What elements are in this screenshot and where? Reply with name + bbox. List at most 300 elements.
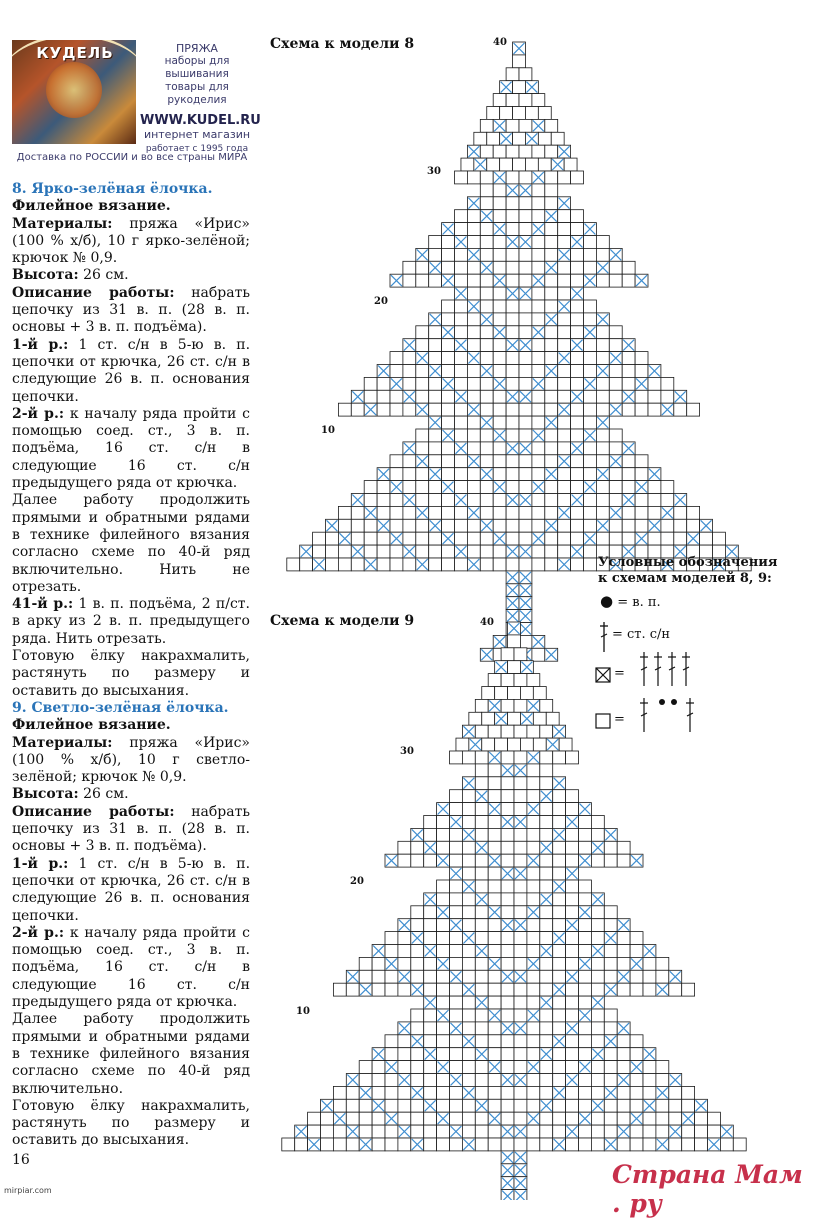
chart9-cell: [540, 725, 553, 738]
chart9-cell: [630, 1138, 643, 1151]
chart9-cell: [579, 880, 592, 893]
chart9-cell: [540, 932, 553, 945]
chart9-cell: [566, 828, 579, 841]
chart9-cell: [566, 932, 579, 945]
chart9-cell: [566, 893, 579, 906]
chart9-cell: [566, 1048, 579, 1061]
chart9-cell: [424, 1035, 437, 1048]
chart9-cell: [540, 1112, 553, 1125]
chart9-cell: [501, 803, 514, 816]
chart9-cell: [475, 854, 488, 867]
chart9-cell: [617, 854, 630, 867]
chart9-cell: [488, 790, 501, 803]
chart9-cell: [540, 1125, 553, 1138]
chart9-cell: [527, 1022, 540, 1035]
chart9-cell: [398, 1061, 411, 1074]
chart9-cell: [579, 828, 592, 841]
chart9-cell: [398, 1086, 411, 1099]
chart9-cell: [462, 957, 475, 970]
chart9-cell: [540, 919, 553, 932]
chart9-cell: [501, 1086, 514, 1099]
chart9-cell: [514, 932, 527, 945]
chart9-cell: [495, 738, 508, 751]
chart9-cell: [669, 1112, 682, 1125]
chart9-cell: [411, 1009, 424, 1022]
chart9-cell: [450, 1009, 463, 1022]
chart9-cell: [501, 699, 514, 712]
chart9-cell: [424, 1022, 437, 1035]
chart9-cell: [617, 1086, 630, 1099]
model9-desc-label: Описание работы:: [12, 803, 175, 820]
chart9-cell: [682, 983, 695, 996]
chart9-cell: [527, 867, 540, 880]
chart9-cell: [643, 1061, 656, 1074]
chart9-cell: [617, 1138, 630, 1151]
chart9-cell: [411, 919, 424, 932]
chart9-cell: [424, 1061, 437, 1074]
chart9-cell: [333, 1138, 346, 1151]
chart9-cell: [488, 1099, 501, 1112]
chart9-cell: [591, 1112, 604, 1125]
chart9-cell: [604, 1074, 617, 1087]
legend-filled-equals: =: [614, 666, 625, 681]
chart9-cell: [553, 1099, 566, 1112]
chart9-cell: [527, 790, 540, 803]
chart9-cell: [501, 1009, 514, 1022]
chart9-cell: [527, 970, 540, 983]
chart9-cell: [514, 1009, 527, 1022]
chart9-cell: [520, 738, 533, 751]
chart9-cell: [682, 1138, 695, 1151]
chart9-cell: [346, 1086, 359, 1099]
chart9-cell: [540, 906, 553, 919]
chart9-cell: [508, 687, 521, 700]
chart9-cell: [514, 1035, 527, 1048]
chart9-cell: [553, 854, 566, 867]
chart9-cell: [527, 880, 540, 893]
chart9-cell: [462, 803, 475, 816]
chart9-cell: [591, 816, 604, 829]
chart9-cell: [566, 1099, 579, 1112]
chart9-cell: [566, 751, 579, 764]
chart9-cell: [475, 1061, 488, 1074]
chart9-cell: [508, 661, 521, 674]
chart9-cell: [617, 957, 630, 970]
chart9-cell: [437, 1138, 450, 1151]
chart9-row-30: 30: [400, 746, 414, 757]
chart9-cell: [527, 893, 540, 906]
chart9-cell: [501, 932, 514, 945]
chart9-cell: [411, 854, 424, 867]
chart9-cell: [527, 777, 540, 790]
ad-line2: наборы для вышивания: [164, 55, 230, 80]
chart9-cell: [643, 983, 656, 996]
chart9-cell: [424, 919, 437, 932]
chart9-cell: [527, 1048, 540, 1061]
chart9-cell: [385, 1125, 398, 1138]
chart9-cell: [346, 1112, 359, 1125]
chart9-cell: [437, 996, 450, 1009]
chain-dot-icon: ●: [600, 592, 614, 610]
chart9-cell: [514, 1099, 527, 1112]
chart9-cell: [411, 1061, 424, 1074]
chart9-cell: [385, 1138, 398, 1151]
model8-materials: пряжа «Ирис» (100 % х/б), 10 г ярко-зелёной; крючок № 0,9.: [12, 215, 251, 267]
chart9-cell: [469, 712, 482, 725]
chart9-cell: [604, 906, 617, 919]
chart9-cell: [566, 906, 579, 919]
model8-continue: Далее работу продолжить прямыми и обратными рядами в технике филейного вязания согласно схеме по 40-й ряд включительно. Нить не отрезать.: [12, 492, 250, 595]
chart9-cell: [488, 932, 501, 945]
chart9-cell: [591, 828, 604, 841]
chart9-cell: [669, 1138, 682, 1151]
chart9-cell: [424, 1112, 437, 1125]
chart9-cell: [540, 803, 553, 816]
chart9-cell: [321, 1138, 334, 1151]
chart9-cell: [450, 841, 463, 854]
chart9-cell: [437, 1099, 450, 1112]
chart9-cell: [411, 957, 424, 970]
chart9-cell: [514, 1048, 527, 1061]
chart9-cell: [514, 674, 527, 687]
chart9-cell: [437, 1035, 450, 1048]
chart9-cell: [540, 1074, 553, 1087]
chart9-cell: [450, 1048, 463, 1061]
chart9-cell: [359, 957, 372, 970]
chart9-cell: [591, 970, 604, 983]
chart9-cell: [411, 1074, 424, 1087]
legend-open-cell: [594, 694, 704, 734]
chart9-cell: [669, 983, 682, 996]
legend-filled-cell: [594, 648, 704, 688]
chart9-cell: [695, 1112, 708, 1125]
chart9-cell: [553, 816, 566, 829]
chart9-cell: [591, 906, 604, 919]
chart9-cell: [617, 1112, 630, 1125]
chart9-cell: [385, 1099, 398, 1112]
chart8-title: Схема к модели 8: [270, 36, 415, 52]
chart9-cell: [553, 906, 566, 919]
chart9-cell: [630, 1074, 643, 1087]
chart9-cell: [462, 816, 475, 829]
model8-height: 26 см.: [83, 267, 129, 284]
chart9-cell: [359, 1125, 372, 1138]
chart9-cell: [372, 957, 385, 970]
chart9-cell: [385, 1086, 398, 1099]
model9-height-label: Высота:: [12, 786, 79, 803]
chart9-cell: [450, 1138, 463, 1151]
chart9-cell: [501, 790, 514, 803]
chart9-cell: [424, 1125, 437, 1138]
chart9-cell: [695, 1125, 708, 1138]
chart9-cell: [579, 945, 592, 958]
chart9-cell: [450, 1099, 463, 1112]
chart9-cell: [398, 945, 411, 958]
chart9-cell: [501, 1099, 514, 1112]
chart9-cell: [488, 970, 501, 983]
chart9-cell: [630, 970, 643, 983]
chart9-cell: [450, 1086, 463, 1099]
chart9-cell: [579, 919, 592, 932]
chart9-cell: [604, 1022, 617, 1035]
chart9-cell: [533, 738, 546, 751]
chart9-cell: [437, 828, 450, 841]
chart9-cell: [501, 777, 514, 790]
chart9-cell: [398, 1099, 411, 1112]
chart9-cell: [579, 1086, 592, 1099]
chart9-cell: [540, 970, 553, 983]
chart9-cell: [475, 1086, 488, 1099]
legend-title-line1: Условные обозначения: [598, 555, 778, 570]
chart9-cell: [437, 1074, 450, 1087]
chart9-cell: [540, 699, 553, 712]
chart9-cell: [488, 1125, 501, 1138]
chart9-cell: [462, 1074, 475, 1087]
chart9-cell: [566, 1112, 579, 1125]
chart9-cell: [514, 841, 527, 854]
chart9-cell: [501, 945, 514, 958]
chart9-cell: [508, 712, 521, 725]
watermark: Страна Мам . ру: [612, 1160, 803, 1218]
chart9-cell: [579, 1125, 592, 1138]
chart9-cell: [514, 803, 527, 816]
chart9-cell: [475, 699, 488, 712]
chart9-cell: [682, 1125, 695, 1138]
chart9-cell: [424, 906, 437, 919]
chart9-cell: [527, 919, 540, 932]
chart9-cell: [462, 1099, 475, 1112]
ad-brand-logo: КУДЕЛЬ: [36, 44, 114, 62]
chart9-cell: [591, 983, 604, 996]
chart9-cell: [437, 893, 450, 906]
chart9-cell: [630, 1125, 643, 1138]
chart9-cell: [475, 867, 488, 880]
chart9-cell: [617, 1099, 630, 1112]
chart9-cell: [450, 996, 463, 1009]
chart9-cell: [475, 803, 488, 816]
chart9-cell: [540, 751, 553, 764]
chart9-cell: [540, 777, 553, 790]
chart9-cell: [475, 1009, 488, 1022]
chart9-cell: [346, 1099, 359, 1112]
model8-desc: набрать цепочку из 31 в. п. (28 в. п. основы + 3 в. п. подъёма).: [12, 284, 250, 336]
chart9-cell: [630, 983, 643, 996]
chart9-cell: [514, 906, 527, 919]
chart9-cell: [398, 1048, 411, 1061]
model9-row2-label: 2-й р.:: [12, 924, 65, 941]
chart9-cell: [553, 1125, 566, 1138]
chart9-cell: [437, 983, 450, 996]
chart9-cell: [540, 1138, 553, 1151]
chart9-cell: [372, 1074, 385, 1087]
chart9-cell: [385, 1048, 398, 1061]
chart9-cell: [437, 1048, 450, 1061]
chart9-cell: [527, 945, 540, 958]
chart9-cell: [669, 1099, 682, 1112]
chart9-title: Схема к модели 9: [270, 613, 415, 629]
chart9-cell: [604, 919, 617, 932]
chart9-cell: [450, 1035, 463, 1048]
chart9-cell: [398, 841, 411, 854]
model9-technique: Филейное вязание.: [12, 717, 171, 734]
chart9-cell: [488, 880, 501, 893]
chart9-cell: [566, 1138, 579, 1151]
chart9-cell: [501, 906, 514, 919]
chart9-cell: [411, 1099, 424, 1112]
page-number: 16: [12, 1152, 30, 1168]
chart9-cell: [617, 945, 630, 958]
chart9-cell: [514, 751, 527, 764]
chart9-cell: [488, 777, 501, 790]
chart9-cell: [411, 841, 424, 854]
chart9-cell: [540, 1035, 553, 1048]
chart9-cell: [527, 1086, 540, 1099]
chart9-cell: [488, 1086, 501, 1099]
chart9-cell: [488, 893, 501, 906]
chart9-cell: [553, 790, 566, 803]
chart9-cell: [617, 1035, 630, 1048]
chart9-cell: [566, 880, 579, 893]
chart9-cell: [591, 919, 604, 932]
chart9-cell: [462, 1009, 475, 1022]
chart9-cell: [604, 1009, 617, 1022]
chart9-cell: [566, 983, 579, 996]
chart9-cell: [514, 1061, 527, 1074]
chart9-row-40: 40: [480, 617, 494, 628]
chart9-cell: [488, 983, 501, 996]
chart9-cell: [501, 674, 514, 687]
chart9-cell: [604, 1125, 617, 1138]
model8-title: 8. Ярко-зелёная ёлочка.: [12, 181, 213, 197]
chart9-cell: [604, 970, 617, 983]
chart9-cell: [475, 932, 488, 945]
chart9-cell: [540, 1061, 553, 1074]
chart9-cell: [553, 841, 566, 854]
chart9-cell: [617, 1061, 630, 1074]
chart9-cell: [591, 1074, 604, 1087]
chart9-cell: [437, 841, 450, 854]
chart9-cell: [488, 816, 501, 829]
chart9-cell: [630, 932, 643, 945]
chart9-cell: [533, 712, 546, 725]
chart9-cell: [540, 867, 553, 880]
chart9-cell: [604, 841, 617, 854]
chart9-cell: [385, 970, 398, 983]
chart9-cell: [501, 957, 514, 970]
chart9-cell: [398, 854, 411, 867]
chart9-cell: [321, 1112, 334, 1125]
chart9-row-20: 20: [350, 876, 364, 887]
chart9-cell: [372, 970, 385, 983]
model9-desc: набрать цепочку из 31 в. п. (28 в. п. основы + 3 в. п. подъёма).: [12, 803, 250, 855]
chart9-cell: [630, 1099, 643, 1112]
chart9-cell: [385, 1074, 398, 1087]
chart9-cell: [501, 841, 514, 854]
chart9-cell: [450, 932, 463, 945]
chart9-cell: [604, 854, 617, 867]
chart9-cell: [527, 996, 540, 1009]
chart9-cell: [424, 828, 437, 841]
chart9-cell: [450, 1112, 463, 1125]
chart9-cell: [411, 1048, 424, 1061]
ad-url[interactable]: WWW.KUDEL.RU: [140, 113, 261, 128]
chart9-cell: [424, 932, 437, 945]
chart9-cell: [591, 1125, 604, 1138]
chart9-cell: [643, 1138, 656, 1151]
chart9-cell: [643, 1125, 656, 1138]
chart9-cell: [450, 751, 463, 764]
chart9-cell: [488, 1138, 501, 1151]
chart9-cell: [475, 957, 488, 970]
chart9-cell: [475, 1112, 488, 1125]
chart9-cell: [475, 1074, 488, 1087]
chart9-cell: [475, 816, 488, 829]
chart9-cell: [553, 1074, 566, 1087]
chart9-cell: [720, 1138, 733, 1151]
chart9-cell: [514, 893, 527, 906]
chart9-cell: [501, 983, 514, 996]
chart9-cell: [643, 970, 656, 983]
chart9-cell: [488, 674, 501, 687]
chart9-cell: [520, 687, 533, 700]
chart9-cell: [295, 1138, 308, 1151]
chart9-cell: [462, 854, 475, 867]
chart9-cell: [398, 983, 411, 996]
chart9-cell: [450, 828, 463, 841]
chart9-cell: [527, 1035, 540, 1048]
chart9-cell: [462, 919, 475, 932]
chart9-cell: [566, 1086, 579, 1099]
chart9-cell: [553, 803, 566, 816]
chart9-cell: [566, 841, 579, 854]
chart9-cell: [656, 957, 669, 970]
chart9-cell: [630, 1035, 643, 1048]
chart8-row-10: 10: [321, 425, 335, 436]
chart9-cell: [553, 919, 566, 932]
chart9-cell: [566, 854, 579, 867]
chart9-cell: [656, 1061, 669, 1074]
chart9-cell: [579, 1138, 592, 1151]
chart9-cell: [669, 1086, 682, 1099]
chart9-cell: [540, 1086, 553, 1099]
chart9-cell: [527, 983, 540, 996]
model9-title: 9. Светло-зелёная ёлочка.: [12, 700, 229, 716]
chart9-cell: [398, 1138, 411, 1151]
chart9-cell: [591, 1009, 604, 1022]
chart9-cell: [411, 1022, 424, 1035]
chart9-cell: [450, 893, 463, 906]
model8-row1: 1 ст. с/н в 5-ю в. п. цепочки от крючка, 26 ст. с/н в следующие 26 в. п. основания цепочки.: [12, 336, 251, 405]
chart9-cell: [604, 1061, 617, 1074]
chart9-cell: [346, 983, 359, 996]
chart9-cell: [424, 983, 437, 996]
chart9-cell: [514, 854, 527, 867]
legend-title-line2: к схемам моделей 8, 9:: [598, 571, 772, 586]
chart9-cell: [372, 1061, 385, 1074]
chart9-cell: [630, 1048, 643, 1061]
chart9-cell: [482, 712, 495, 725]
chart9-cell: [462, 867, 475, 880]
chart9-cell: [579, 983, 592, 996]
chart9-cell: [475, 1022, 488, 1035]
chart9-cell: [579, 970, 592, 983]
chart9-cell: [579, 816, 592, 829]
chart9-cell: [643, 1086, 656, 1099]
chart9-cell: [591, 1061, 604, 1074]
chart9-cell: [385, 983, 398, 996]
chart9-cell: [488, 1074, 501, 1087]
chart9-cell: [656, 1112, 669, 1125]
